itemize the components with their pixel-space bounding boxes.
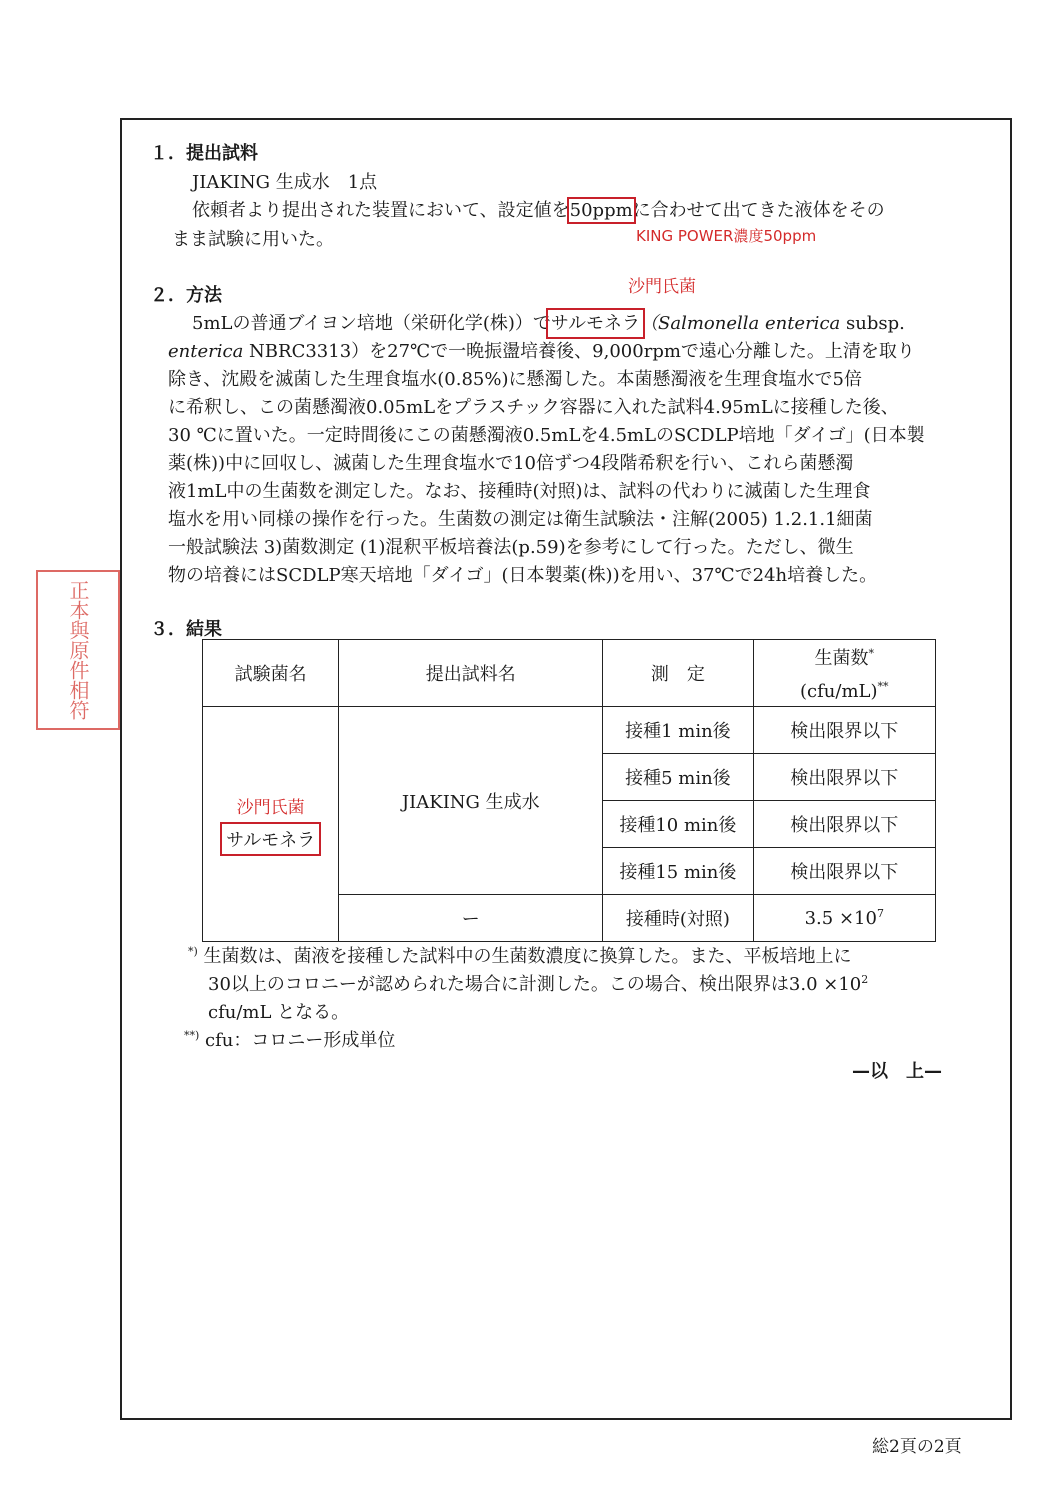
measure-cell: 接種10 min後	[603, 801, 753, 848]
section1-line2: まま試験に用いた。	[172, 229, 334, 250]
organism-cell	[203, 707, 339, 942]
header-sample: 提出試料名	[339, 640, 603, 707]
table-header-row	[203, 640, 936, 707]
section1-line1-pre: 依頼者より提出された装置において、設定値を	[192, 200, 570, 221]
organism-boxed: サルモネラ	[550, 313, 641, 334]
method-line1-post: subsp.	[840, 313, 905, 334]
setting-value: 50ppm	[569, 200, 633, 221]
seal-stamp: 正本與原件相符	[36, 570, 120, 730]
note1-line1	[188, 942, 852, 968]
measure-cell: 接種1 min後	[603, 707, 753, 754]
note2-mark: **)	[184, 1029, 200, 1042]
organism-name: サルモネラ	[220, 822, 321, 856]
sample-cell: JIAKING 生成水	[339, 707, 603, 895]
method-line9: 一般試験法 3)菌数測定 (1)混釈平板培養法(p.59)を参考にして行った。ただし、微生	[168, 537, 854, 558]
section1-line1-post: に合わせて出てきた液体をその	[632, 200, 885, 221]
section3-heading: ３．結果	[150, 619, 222, 640]
note1-line1-text: 生菌数は、菌液を接種した試料中の生菌数濃度に換算した。また、平板培地上に	[203, 946, 852, 967]
method-line4: に希釈し、この菌懸濁液0.05mLをプラスチック容器に入れた試料4.95mLに接種した後、	[168, 397, 899, 418]
note2-text: cfu：コロニー形成単位	[205, 1030, 396, 1051]
measure-cell: 接種15 min後	[603, 848, 753, 895]
header-count-sup: *	[868, 647, 875, 660]
method-line7: 液1mL中の生菌数を測定した。なお、接種時(対照)は、試料の代わりに滅菌した生理食	[168, 481, 871, 502]
page-number: 総2頁の2頁	[872, 1437, 962, 1457]
sample-line: JIAKING 生成水 1点	[192, 172, 378, 193]
organism-subspecies: enterica	[168, 341, 244, 362]
section1-line1	[192, 196, 885, 222]
control-count-exp: 7	[876, 907, 884, 920]
method-line2-text: NBRC3313）を27℃で一晩振盪培養後、9,000rpmで遠心分離した。上清を取り	[243, 341, 915, 362]
header-measure: 測 定	[603, 640, 753, 707]
method-line6: 薬(株))中に回収し、滅菌した生理食塩水で10倍ずつ4段階希釈を行い、これら菌懸濁	[168, 453, 854, 474]
control-sample-cell: ー	[339, 895, 603, 942]
section1-heading: １．提出試料	[150, 143, 258, 164]
header-organism: 試験菌名	[203, 640, 339, 707]
count-cell: 検出限界以下	[753, 848, 935, 895]
section2-heading: ２．方法	[150, 285, 222, 306]
note1-exp: 2	[861, 973, 869, 986]
note2-line	[184, 1026, 395, 1052]
method-line5: 30 ℃に置いた。一定時間後にこの菌懸濁液0.5mLを4.5mLのSCDLP培地「ダイゴ」(日本製	[168, 425, 925, 446]
note1-line2-text: 30以上のコロニーが認められた場合に計測した。この場合、検出限界は3.0 ×10	[208, 974, 862, 995]
header-count-unit: (cfu/mL)	[800, 681, 878, 702]
header-unit-sup: **	[877, 680, 889, 693]
count-cell: 検出限界以下	[753, 754, 935, 801]
count-cell: 検出限界以下	[753, 801, 935, 848]
method-line1-pre: 5mLの普通ブイヨン培地（栄研化学(株)）で	[192, 313, 551, 334]
method-line3: 除き、沈殿を滅菌した生理食塩水(0.85%)に懸濁した。本菌懸濁液を生理食塩水で5倍	[168, 369, 862, 390]
organism-annotation: 沙門氏菌	[236, 797, 305, 818]
end-mark: —以 上—	[852, 1061, 942, 1082]
results-table	[202, 639, 936, 942]
method-organism-annotation: 沙門氏菌	[628, 277, 696, 297]
header-count	[753, 640, 935, 707]
note1-line3: cfu/mL となる。	[208, 1002, 350, 1023]
control-measure-cell: 接種時(対照)	[603, 895, 753, 942]
method-line1	[192, 309, 905, 335]
count-cell: 検出限界以下	[753, 707, 935, 754]
method-line10: 物の培養にはSCDLP寒天培地「ダイゴ」(日本製薬(株))を用い、37℃で24h培養した。	[168, 565, 878, 586]
organism-latin: （Salmonella enterica	[640, 313, 841, 334]
method-line2	[168, 337, 915, 363]
measure-cell: 接種5 min後	[603, 754, 753, 801]
concentration-annotation: KING POWER濃度50ppm	[636, 227, 817, 245]
table-row	[203, 707, 936, 754]
note1-line2	[208, 970, 868, 996]
note1-mark: *)	[188, 945, 198, 958]
control-count-cell	[753, 895, 935, 942]
control-count-value: 3.5 ×10	[804, 908, 877, 929]
method-line8: 塩水を用い同様の操作を行った。生菌数の測定は衛生試験法・注解(2005) 1.2.1.1細菌	[168, 509, 873, 530]
header-count-label: 生菌数	[814, 648, 869, 669]
